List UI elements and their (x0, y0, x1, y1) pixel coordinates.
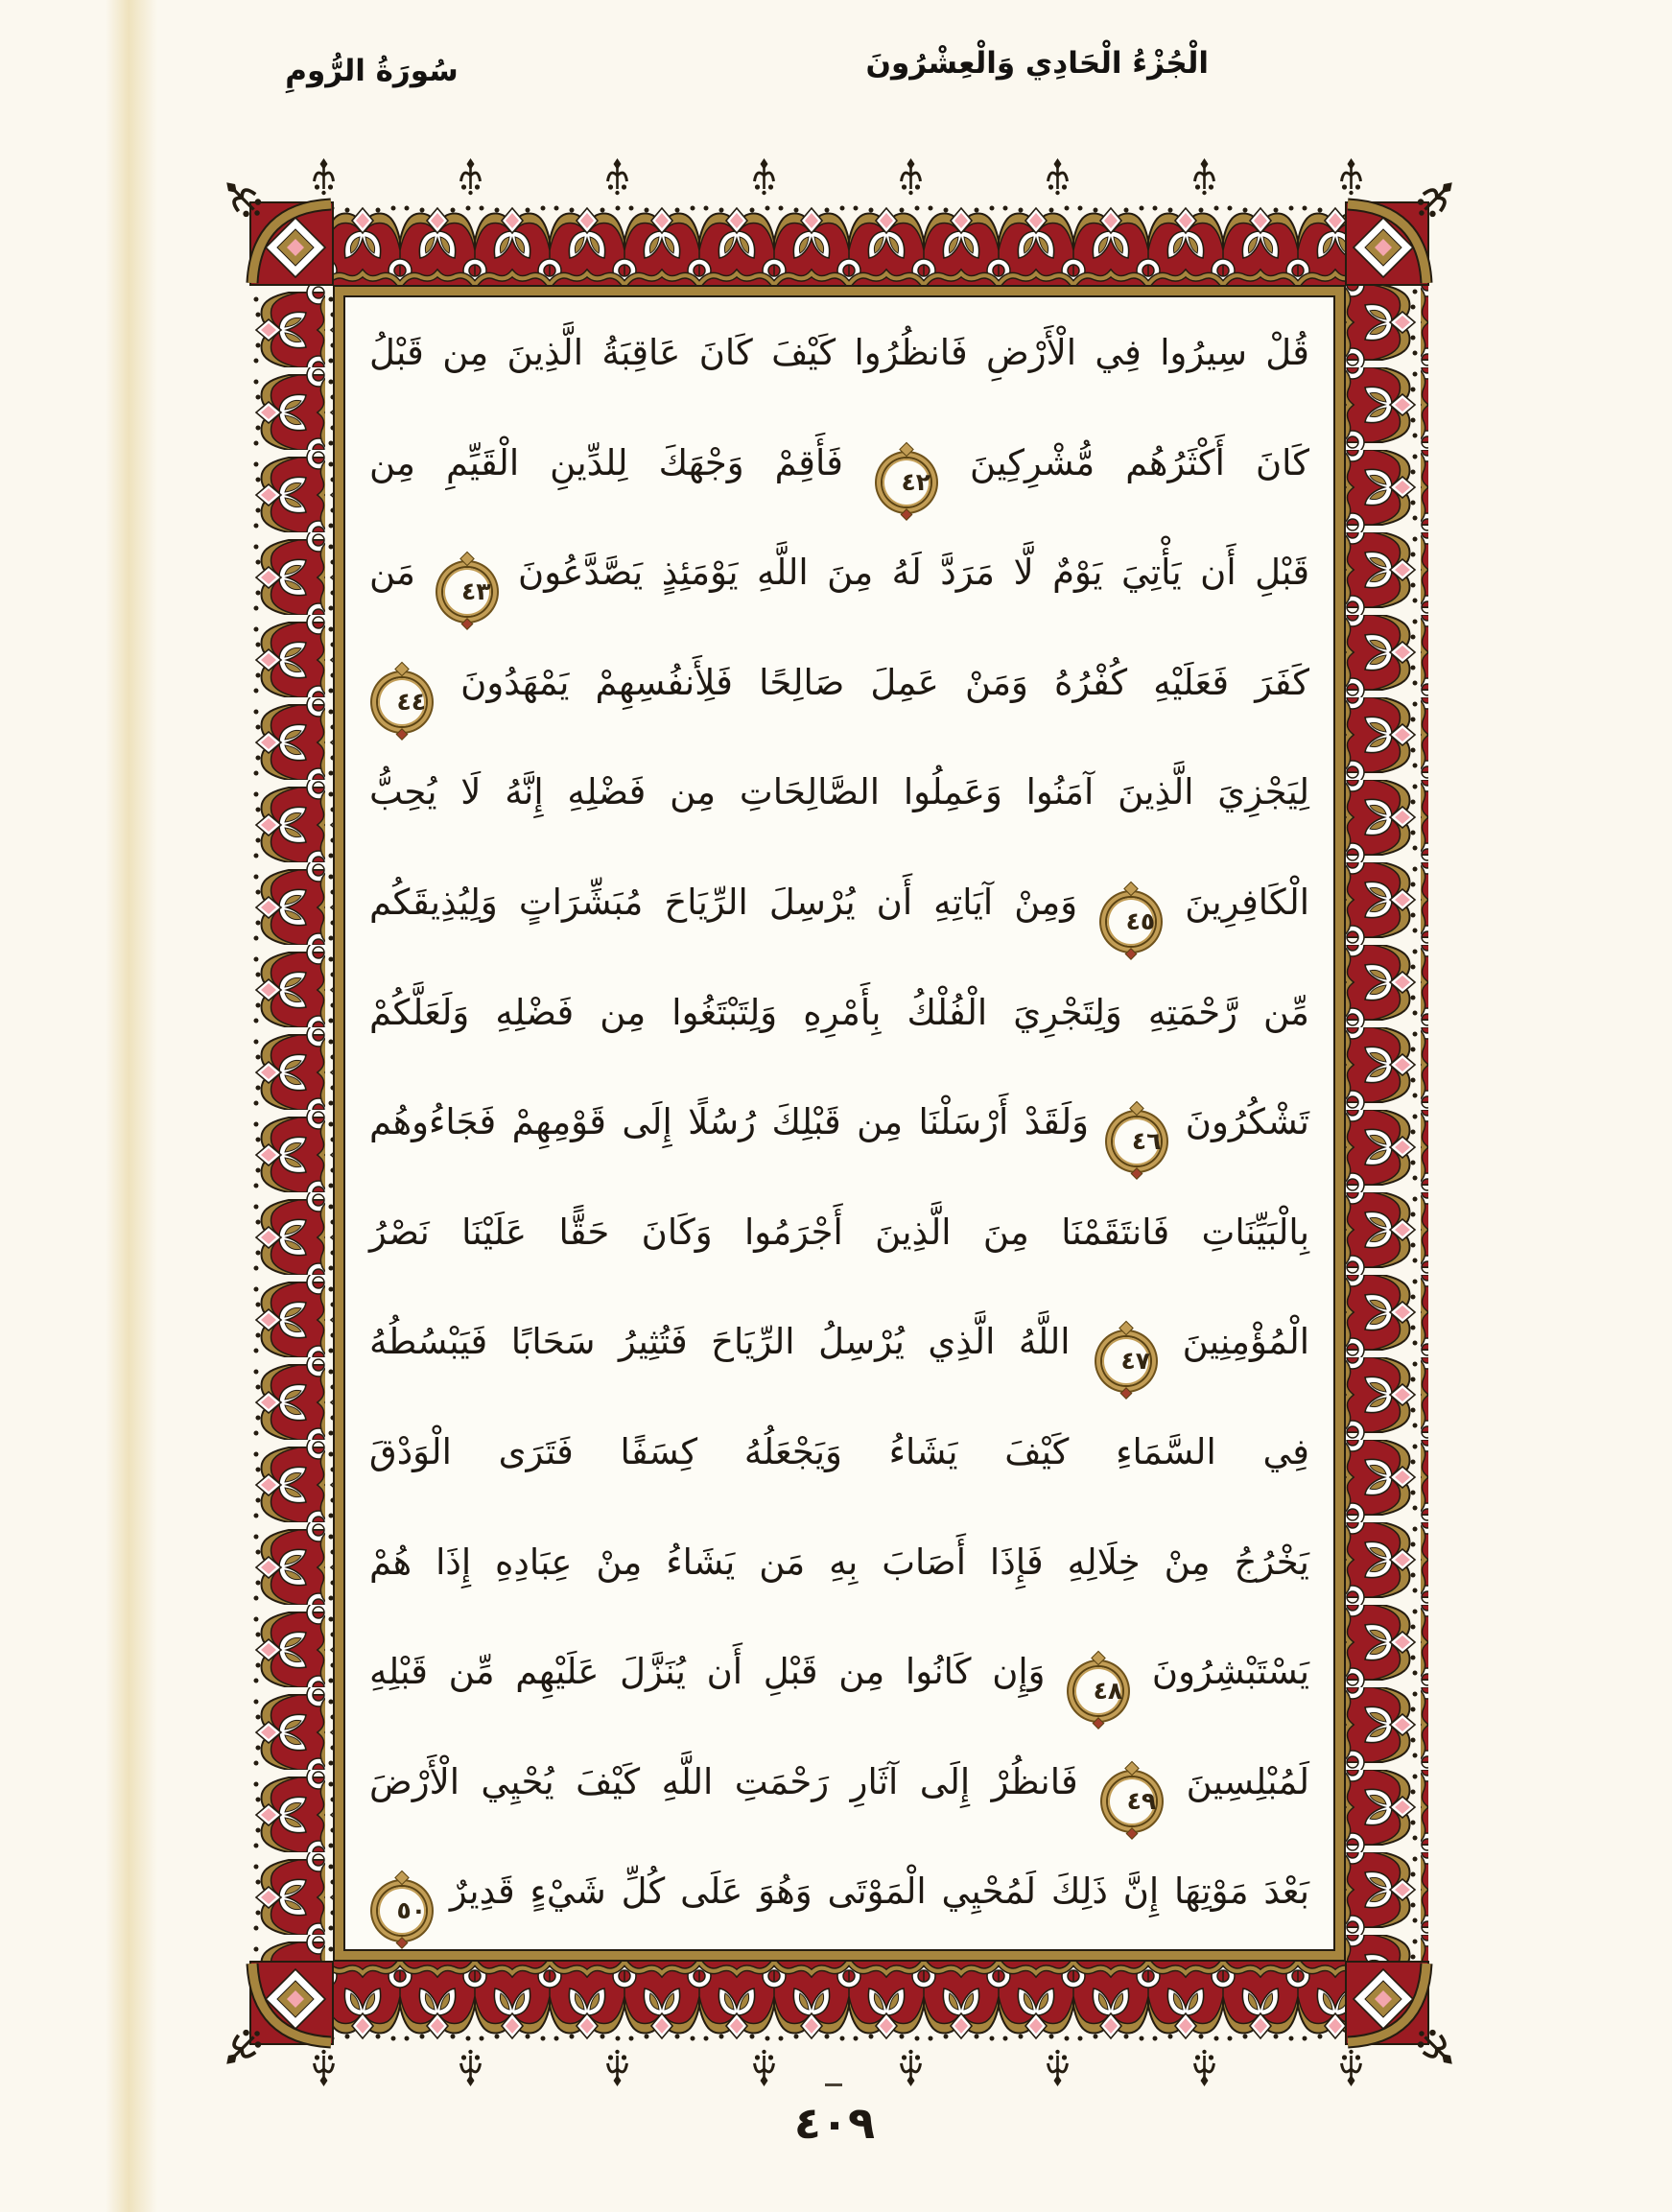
verse-text: الْكَافِرِينَ (1185, 881, 1310, 923)
verse-text: يَخْرُجُ مِنْ خِلَالِهِ فَإِذَا أَصَابَ بِهِ مَن يَشَاءُ مِنْ عِبَادِهِ إِذَا هُمْ (369, 1541, 1309, 1583)
quran-line (369, 1837, 1309, 1947)
ayah-number: ٤٧ (1120, 1347, 1151, 1376)
ayah-number: ٤٤ (396, 687, 426, 716)
verse-text: كَفَرَ فَعَلَيْهِ كُفْرُهُ وَمَنْ عَمِلَ صَالِحًا فَلِأَنفُسِهِمْ يَمْهَدُونَ (460, 661, 1309, 703)
verse-text: تَشْكُرُونَ (1185, 1101, 1309, 1143)
folio-dash (825, 2083, 842, 2086)
ayah-number: ٤٦ (1131, 1127, 1162, 1156)
ayah-number: ٤٩ (1126, 1786, 1157, 1815)
verse-text: فَأَقِمْ وَجْهَكَ لِلدِّينِ الْقَيِّمِ مِن (369, 441, 843, 483)
verse-text: الْمُؤْمِنِينَ (1182, 1321, 1309, 1363)
verse-text: قَبْلِ أَن يَأْتِيَ يَوْمٌ لَّا مَرَدَّ لَهُ مِنَ اللَّهِ يَوْمَئِذٍ يَصَّدَّعُونَ (518, 552, 1310, 594)
ayah-number: ٥٠ (396, 1896, 426, 1925)
ayah-end-marker-icon (1102, 1337, 1150, 1385)
quran-line (369, 958, 1309, 1069)
ayah-end-marker-icon (1107, 898, 1155, 946)
ayah-end-marker-icon (1074, 1667, 1122, 1715)
quran-line (369, 1728, 1309, 1838)
quran-text-area (346, 298, 1332, 1948)
quran-line (369, 1178, 1309, 1288)
quran-line (369, 1398, 1309, 1508)
verse-text: بِالْبَيِّنَاتِ فَانتَقَمْنَا مِنَ الَّذِينَ أَجْرَمُوا وَكَانَ حَقًّا عَلَيْنَا نَصْرُ (369, 1211, 1309, 1253)
quran-line (369, 738, 1309, 848)
verse-text: اللَّهُ الَّذِي يُرْسِلُ الرِّيَاحَ فَتُثِيرُ سَحَابًا فَيَبْسُطُهُ (369, 1321, 1071, 1363)
verse-text: وَلَقَدْ أَرْسَلْنَا مِن قَبْلِكَ رُسُلًا إِلَى قَوْمِهِمْ فَجَاءُوهُم (369, 1101, 1089, 1143)
ayah-end-marker-icon (378, 678, 426, 726)
verse-text: كَانَ أَكْثَرُهُم مُّشْرِكِينَ (970, 441, 1310, 483)
verse-text: فَانظُرْ إِلَى آثَارِ رَحْمَتِ اللَّهِ كَيْفَ يُحْيِي الْأَرْضَ (369, 1760, 1078, 1802)
verse-text: لَمُبْلِسِينَ (1186, 1760, 1309, 1802)
verse-text: مِّن رَّحْمَتِهِ وَلِتَجْرِيَ الْفُلْكُ بِأَمْرِهِ وَلِتَبْتَغُوا مِن فَضْلِهِ وَلَعَلَّكُمْ (369, 991, 1309, 1033)
ayah-number: ٤٢ (901, 467, 930, 496)
quran-line (369, 628, 1309, 739)
ayah-end-marker-icon (1108, 1777, 1156, 1825)
ayah-number: ٤٣ (460, 577, 491, 606)
verse-text: وَمِنْ آيَاتِهِ أَن يُرْسِلَ الرِّيَاحَ مُبَشِّرَاتٍ وَلِيُذِيقَكُم (369, 881, 1078, 923)
verse-text: قُلْ سِيرُوا فِي الْأَرْضِ فَانظُرُوا كَيْفَ كَانَ عَاقِبَةُ الَّذِينَ مِن قَبْلُ (369, 332, 1309, 373)
ayah-number: ٤٨ (1093, 1677, 1123, 1706)
verse-text: بَعْدَ مَوْتِهَا إِنَّ ذَلِكَ لَمُحْيِي الْمَوْتَى وَهُوَ عَلَى كُلِّ شَيْءٍ قَدِيرٌ (449, 1871, 1309, 1913)
quran-line (369, 1617, 1309, 1728)
surah-header: سُورَةُ الرُّومِ (285, 54, 459, 88)
verse-text: يَسْتَبْشِرُونَ (1151, 1651, 1309, 1693)
ayah-end-marker-icon (443, 568, 491, 616)
ayah-end-marker-icon (378, 1887, 426, 1935)
verse-text: لِيَجْزِيَ الَّذِينَ آمَنُوا وَعَمِلُوا الصَّالِحَاتِ مِن فَضْلِهِ إِنَّهُ لَا يُحِبُّ (369, 771, 1309, 813)
quran-line (369, 1287, 1309, 1398)
ayah-end-marker-icon (1113, 1118, 1161, 1165)
quran-line (369, 409, 1309, 519)
quran-line (369, 1068, 1309, 1178)
quran-line (369, 848, 1309, 958)
verse-text: وَإِن كَانُوا مِن قَبْلِ أَن يُنَزَّلَ عَلَيْهِم مِّن قَبْلِهِ (369, 1651, 1046, 1693)
quran-line (369, 1508, 1309, 1618)
juz-header: الْجُزْءُ الْحَادِي وَالْعِشْرُونَ (865, 46, 1209, 81)
quran-line (369, 298, 1309, 409)
ayah-number: ٤٥ (1125, 906, 1156, 935)
page-number: ٤٠٩ (793, 2097, 876, 2149)
quran-line (369, 518, 1309, 628)
verse-text: مَن (369, 552, 415, 594)
ayah-end-marker-icon (883, 459, 930, 506)
verse-text: فِي السَّمَاءِ كَيْفَ يَشَاءُ وَيَجْعَلُهُ كِسَفًا فَتَرَى الْوَدْقَ (369, 1430, 1309, 1472)
